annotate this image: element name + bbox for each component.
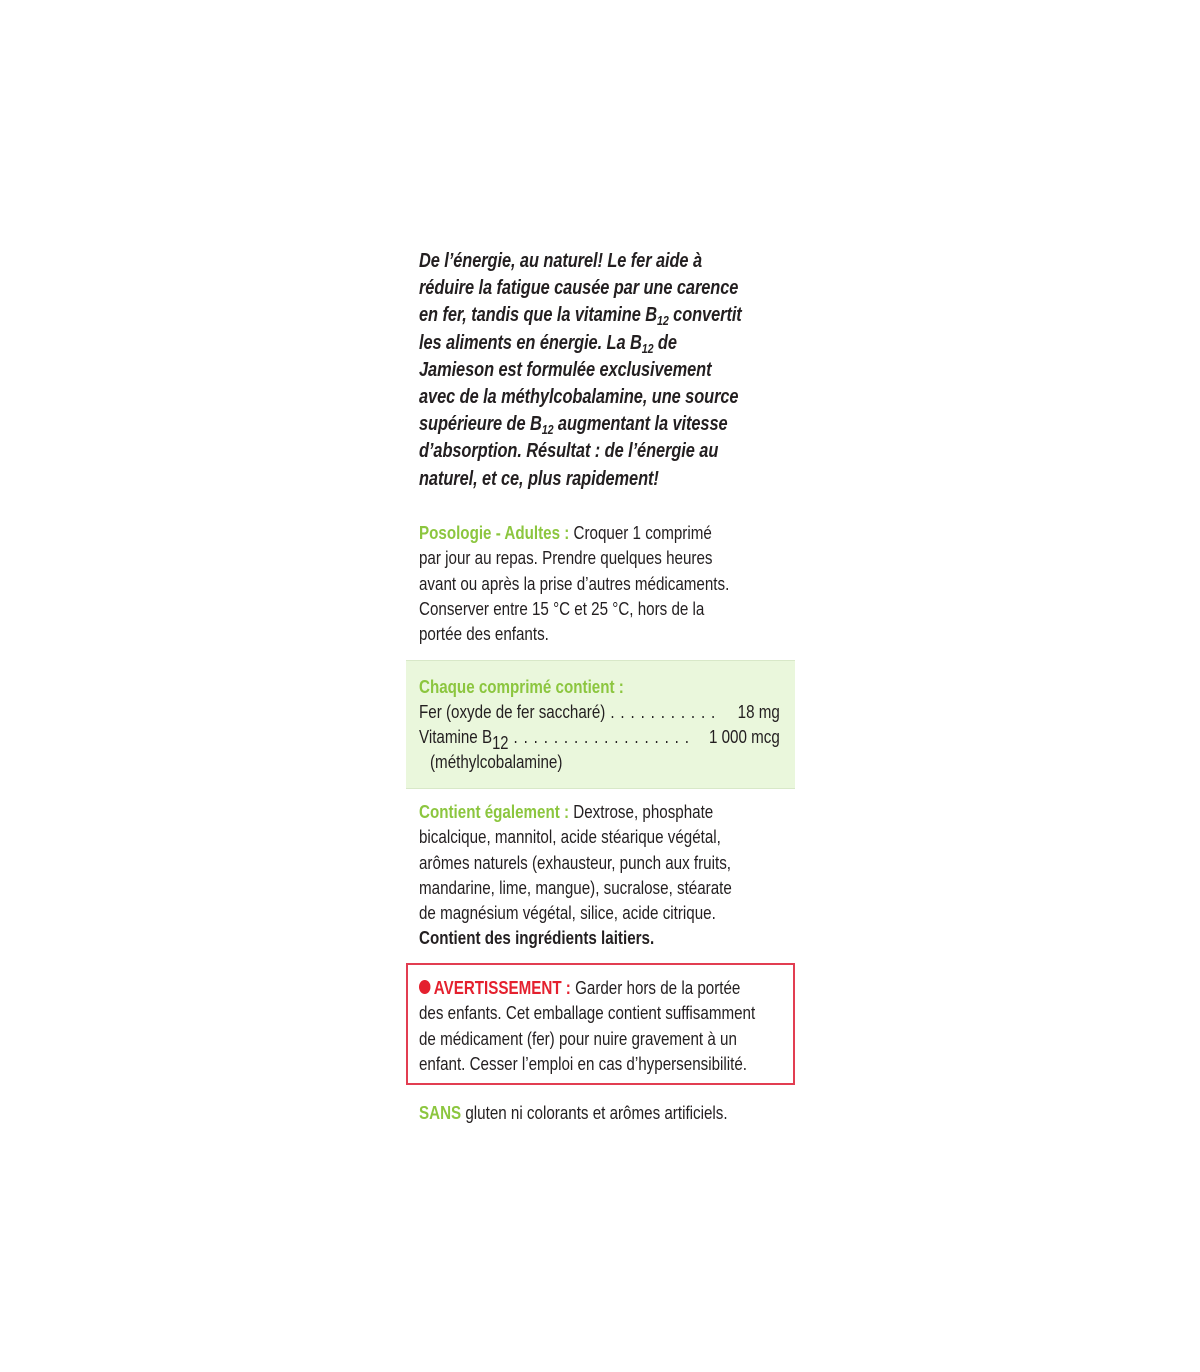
ingredient-row xyxy=(419,724,780,753)
free-from-line xyxy=(419,1100,780,1125)
dairy-notice: Contient des ingrédients laitiers. xyxy=(419,927,655,949)
ingredient-amount: 1 000 mcg xyxy=(708,726,780,747)
other-ingredients-line: mandarine, lime, mangue), sucralose, stéarate xyxy=(419,876,732,898)
dosage-line: par jour au repas. Prendre quelques heures xyxy=(419,547,713,569)
warning-line: de médicament (fer) pour nuire gravement à un xyxy=(419,1027,737,1049)
intro-line xyxy=(419,330,776,357)
free-from-statement xyxy=(419,1100,780,1125)
dosage-line: portée des enfants. xyxy=(419,623,549,645)
warning-label: AVERTISSEMENT : xyxy=(433,977,571,998)
intro-line: Jamieson est formulée exclusivement xyxy=(419,358,712,381)
ingredient-name: Fer (oxyde de fer saccharé) xyxy=(419,701,606,722)
subscript: 12 xyxy=(541,422,554,438)
other-ingredients-line xyxy=(419,799,780,824)
intro-text: les aliments en énergie. La B xyxy=(419,331,642,354)
subscript: 12 xyxy=(641,340,654,356)
warning-text xyxy=(419,975,780,1076)
warning-dot-icon xyxy=(419,980,430,994)
other-ingredients-text: Dextrose, phosphate xyxy=(569,801,714,822)
warning-line-text: Garder hors de la portée xyxy=(570,977,741,998)
other-ingredients-line: bicalcique, mannitol, acide stéarique végétal, xyxy=(419,826,721,848)
intro-line xyxy=(419,411,776,438)
ingredient-note: (méthylcobalamine) xyxy=(430,751,563,772)
intro-text: de xyxy=(653,331,677,354)
ingredient-row xyxy=(419,699,780,724)
intro-line: réduire la fatigue causée par une carence xyxy=(419,277,739,300)
intro-line: De l’énergie, au naturel! Le fer aide à xyxy=(419,250,702,272)
dosage-line xyxy=(419,520,780,545)
intro-text: augmentant la vitesse xyxy=(553,413,728,436)
ingredients-box xyxy=(406,660,795,789)
ingredient-amount: 18 mg xyxy=(737,701,780,722)
other-ingredients-section xyxy=(419,799,780,951)
warning-line: enfant. Cesser l’emploi en cas d’hypersensibilité. xyxy=(419,1052,748,1074)
warning-line: des enfants. Cet emballage contient suffisamment xyxy=(419,1002,756,1024)
intro-line: avec de la méthylcobalamine, une source xyxy=(419,386,739,409)
intro-paragraph xyxy=(419,248,776,493)
warning-line xyxy=(419,975,780,1000)
ingredient-name: Vitamine B xyxy=(419,726,493,747)
warning-box xyxy=(406,963,795,1085)
free-from-label: SANS xyxy=(419,1102,462,1123)
intro-line: naturel, et ce, plus rapidement! xyxy=(419,467,659,490)
other-ingredients-line: arômes naturels (exhausteur, punch aux fruits, xyxy=(419,851,731,873)
free-from-text: gluten ni colorants et arômes artificiels. xyxy=(461,1102,728,1123)
intro-line: d’absorption. Résultat : de l’énergie au xyxy=(419,440,719,463)
intro-line xyxy=(419,302,776,329)
dosage-section xyxy=(419,520,780,646)
other-ingredients-label: Contient également : xyxy=(419,801,570,822)
other-ingredients-line: de magnésium végétal, silice, acide citrique. xyxy=(419,902,716,924)
dosage-line: avant ou après la prise d’autres médicaments. xyxy=(419,572,730,594)
leader-dots: . . . . . . . . . . . . . . . . . . xyxy=(508,726,690,747)
dosage-text: Croquer 1 comprimé xyxy=(569,522,712,543)
dosage-line: Conserver entre 15 °C et 25 °C, hors de la xyxy=(419,597,705,619)
leader-dots: . . . . . . . . . . . xyxy=(605,701,717,722)
subscript: 12 xyxy=(656,313,669,329)
subscript: 12 xyxy=(492,733,509,753)
ingredients-title: Chaque comprimé contient : xyxy=(419,676,624,697)
intro-text: en fer, tandis que la vitamine B xyxy=(419,304,657,327)
dosage-label: Posologie - Adultes : xyxy=(419,522,570,543)
intro-text: convertit xyxy=(668,304,742,327)
intro-text: supérieure de B xyxy=(419,413,542,436)
